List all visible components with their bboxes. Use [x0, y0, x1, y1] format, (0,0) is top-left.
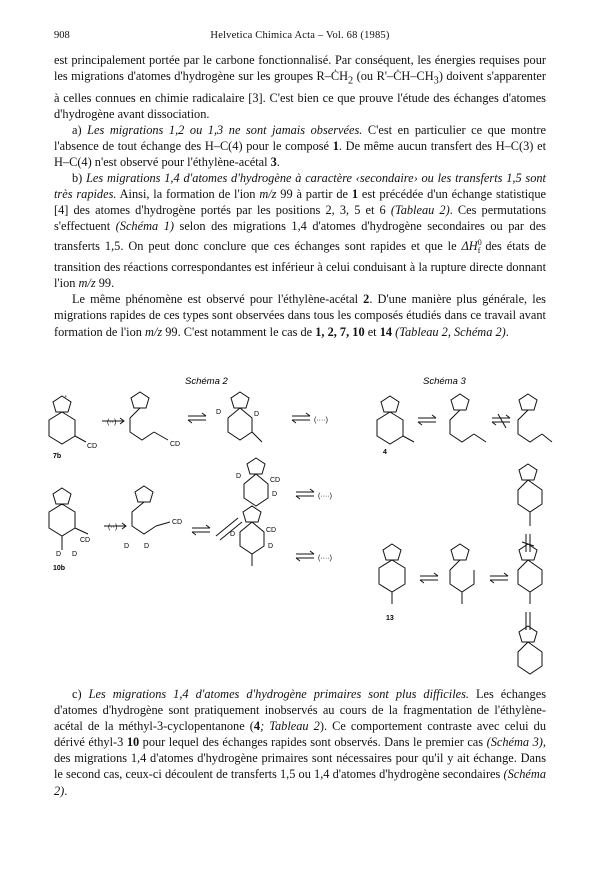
- paragraph-generalization: Le même phénomène est observé pour l'éthylène-acétal 2. D'une manière plus générale, les migrations rapides de ces types sont observées dans tous les composés étudiés dans ce travail avant formation de l'ion m/z 99. C'est notamment le cas de 1, 2, 7, 10 et 14 (Tableau 2, Schéma 2).: [54, 292, 546, 339]
- svg-text:D: D: [144, 543, 150, 550]
- svg-text:CD: CD: [170, 441, 181, 448]
- equilibrium-ellipsis-3: [296, 551, 332, 562]
- paragraph-c-container: [54, 686, 546, 799]
- svg-text:CD: CD: [266, 527, 277, 534]
- svg-text:(····): (····): [318, 555, 332, 562]
- scheme2-intermediate-3: [236, 458, 280, 506]
- scheme2-intermediate-5: [230, 506, 276, 566]
- equilibrium-ellipsis-2: [296, 489, 332, 500]
- running-header: [54, 30, 546, 44]
- compound-label-10b: 10b: [53, 565, 66, 572]
- equilibrium-arrow-icon: [490, 573, 508, 583]
- paragraph-a: a) Les migrations 1,2 ou 1,3 ne sont jamais observées. C'est en particulier ce que montre l'absence de tout échange des H–C(4) pour le composé 1. De même aucun transfert des H–C(3) et H–C(4) n'est observé pour l'éthylène-acétal 3.: [54, 122, 546, 170]
- compound-label-4: 4: [383, 449, 387, 456]
- svg-text:D: D: [124, 543, 130, 550]
- svg-text:(····): (····): [318, 493, 332, 500]
- svg-text:(··): (··): [108, 524, 118, 531]
- diagonal-arrow-icon: [216, 518, 242, 540]
- scheme3-intermediate-3: [518, 464, 542, 526]
- scheme3-molecule-4: [377, 396, 414, 456]
- paragraph-b: b) Les migrations 1,4 d'atomes d'hydrogène à caractère ‹secondaire› ou les transferts 1,5 sont très rapides. Ainsi, la formation de l'ion m/z 99 à partir de 1 est précédée d'un échange statistique [4] des atomes d'hydrogène portés par les positions 2, 3, 5 et 6 (Tableau 2). Ces permutations s'effectuent (Schéma 1) selon des migrations 1,4 d'atomes d'hydrogène secondaires ou par des transferts 1,5. On peut donc conclure que ces échanges sont rapides et que le $\Delta H^0_f$ des états de transition des réactions correspondantes est inférieur à celui conduisant à la rupture directe donnant l'ion m/z 99.: [54, 171, 546, 291]
- scheme3-intermediate-6: [518, 626, 542, 674]
- scheme2-intermediate-2: [216, 392, 262, 442]
- paragraph-c: c) Les migrations 1,4 d'atomes d'hydrogène primaires sont plus difficiles. Les échanges d'atomes d'hydrogène sont pratiquement inobservés au cours de la fragmentation de l'éthylène-acétal de la méthyl-3-cyclopentanone (4; Tableau 2). Ce comportement contraste avec celui du dérivé éthyl-3 10 pour lequel des échanges rapides sont observés. Dans le premier cas (Schéma 3), des migrations 1,4 d'atomes d'hydrogène primaires sont nécessaires pour qu'il y ait échange. Dans le second cas, ceux-ci découlent de transferts 1,5 ou 1,4 d'atomes d'hydrogène secondaires (Schéma 2).: [54, 687, 547, 798]
- svg-text:D: D: [72, 551, 78, 558]
- svg-text:D: D: [236, 473, 242, 480]
- svg-text:D: D: [272, 491, 278, 498]
- equilibrium-arrow-icon: [192, 525, 210, 535]
- svg-text:⁺: ⁺: [64, 395, 68, 402]
- scheme2-molecule-7b: [49, 394, 97, 460]
- svg-text:D: D: [230, 531, 236, 538]
- page-number: 908: [54, 30, 70, 41]
- equilibrium-arrow-icon: [420, 573, 438, 583]
- equilibrium-arrow-icon: [418, 415, 436, 425]
- compound-label-13: 13: [386, 615, 394, 622]
- scheme2-molecule-10b: [49, 488, 90, 572]
- svg-text:(··): (··): [107, 419, 117, 426]
- blocked-vertical-equilibrium-icon: [522, 534, 534, 552]
- svg-text:D: D: [268, 543, 274, 550]
- schemes-figure: [40, 376, 560, 676]
- scheme3-intermediate-5: [518, 544, 542, 604]
- svg-text:D: D: [56, 551, 62, 558]
- scheme3-title: Schéma 3: [423, 376, 466, 387]
- svg-text:D: D: [254, 411, 260, 418]
- equilibrium-ellipsis-1: [292, 413, 328, 424]
- journal-title: Helvetica Chimica Acta – Vol. 68 (1985): [210, 30, 390, 41]
- scheme2-intermediate-4: [124, 486, 182, 550]
- equilibrium-arrow-icon: [188, 413, 206, 423]
- svg-text:CD: CD: [87, 443, 98, 450]
- svg-text:CD: CD: [80, 537, 91, 544]
- scheme3-intermediate-2: [518, 394, 552, 442]
- blocked-equilibrium-icon: [492, 414, 510, 428]
- scheme2-intermediate-1: [130, 392, 180, 448]
- arrow-icon: [102, 418, 124, 426]
- compound-label-7b: 7b: [53, 453, 62, 460]
- scheme3-molecule-13: [379, 544, 405, 622]
- intro-paragraph: est principalement portée par le carbone fonctionnalisé. Par conséquent, les énergies requises pour les migrations d'atomes d'hydrogène sur les groupes $R-ĊH_2$ (ou $R'-ĊH-CH_3$) doivent s'apparenter à celles connues en chimie radicalaire [3]. C'est bien ce que prouve l'étude des échanges d'atomes d'hydrogène avant dissociation.: [54, 53, 546, 121]
- svg-text:D: D: [216, 409, 222, 416]
- svg-text:(····): (····): [314, 417, 328, 424]
- scheme3-intermediate-1: [450, 394, 486, 442]
- arrow-icon: [104, 523, 126, 531]
- schemes-svg: [40, 376, 560, 676]
- scheme3-intermediate-4: [450, 544, 474, 604]
- scheme2-title: Schéma 2: [185, 376, 228, 387]
- svg-text:CD: CD: [270, 477, 281, 484]
- article-body: [54, 52, 546, 340]
- svg-text:CD: CD: [172, 519, 183, 526]
